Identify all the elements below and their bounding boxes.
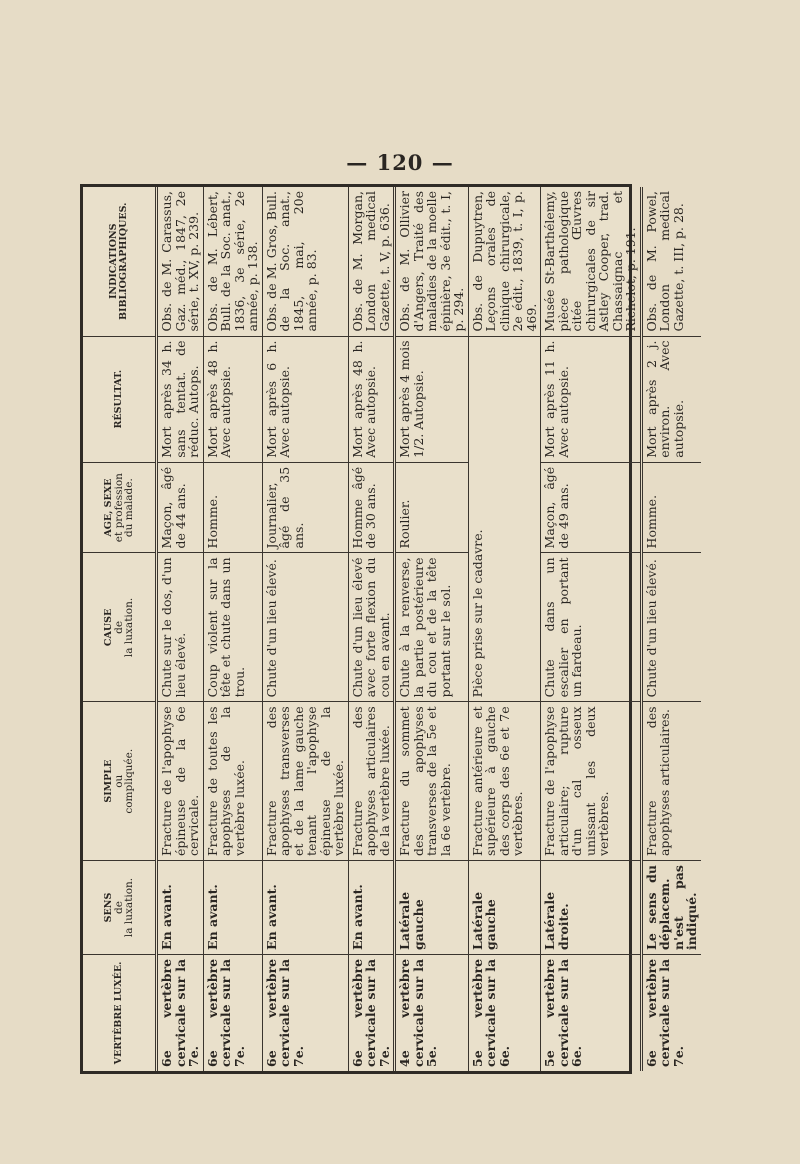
cell-cause: Chute à la renverse, la partie postérieure du cou et de la tête portant sur le sol. (395, 553, 469, 702)
cell-age: Roulier. (395, 462, 469, 553)
cell-indications: Obs. de Dupuytren, Leçons orales de clinique chirurgicale, 2e édit., 1839, t. I, p. 469. (468, 187, 541, 336)
luxation-table (83, 187, 701, 1071)
luxation-table-frame (80, 184, 699, 1074)
table-row (395, 187, 469, 1071)
header-vertebre: VERTÈBRE LUXÉE. (83, 954, 157, 1071)
header-age: AGE, SEXE et profession du malade. (83, 462, 157, 553)
cell-simple: Fracture de l'apophyse épineuse de la 6e cervicale. (157, 702, 204, 861)
cell-simple: Fracture des apophyses articulaires de la vertèbre luxée. (348, 702, 395, 861)
cell-resultat: Mort après 2 j. environ. Avec autopsie. (641, 336, 701, 462)
cell-sens: En avant. (262, 861, 348, 955)
cell-sens: Le sens du déplacem. n'est pas indiqué. (641, 861, 701, 955)
table-row (262, 187, 348, 1071)
page-number: — 120 — (346, 150, 454, 175)
cell-simple: Fracture des apophyses transverses et de la lame gauche tenant l'apophyse épineuse de la vertèbre luxée. (262, 702, 348, 861)
cell-indications: Musée St-Barthélemy, pièce pathologique citée Œuvres chirurgicales de sir Astley Cooper, trad. Chassaignac et Richelot, p. 191. (541, 187, 642, 336)
cell-vertebre: 4e vertèbre cervicale sur la 5e. (395, 954, 469, 1071)
cell-indications: Obs. de M. Powel, London medical Gazette, t. III, p. 28. (643, 191, 686, 332)
cell-cause: Chute d'un lieu élevé avec forte flexion du cou en avant. (348, 553, 395, 702)
cell-vertebre: 6e vertèbre cervicale sur la 7e. (203, 954, 262, 1071)
header-sens: SENS de la luxation. (83, 861, 157, 955)
cell-cause: Chute d'un lieu élevé. (262, 553, 348, 702)
cell-vertebre: 6e vertèbre cervicale sur la 7e. (262, 954, 348, 1071)
cell-indications: Obs. de M. Morgan, London medical Gazette, t. V, p. 636. (348, 187, 395, 336)
cell-cause: Chute sur le dos, d'un lieu élevé. (157, 553, 204, 702)
rotated-table-container (83, 187, 699, 1071)
cell-indications: Obs. de M. Ollivier d'Angers, Traité des maladies de la moelle épinière, 3e édit., t. I, p. 294. (395, 187, 469, 336)
cell-resultat: Mort après 48 h. Avec autopsie. (348, 336, 395, 462)
cell-sens: Latérale gauche (395, 861, 469, 955)
cell-indications: Obs. de M. Lébert, Bull. de la Soc. anat., 1836, 3e série, 2e année, p. 138. (203, 187, 262, 336)
cell-age: Journalier, âgé de 35 ans. (262, 462, 348, 553)
cell-indications: Obs. de M. Carassus, Gaz. méd., 1847, 2e série, t. XV, p. 239. (157, 187, 204, 336)
cell-resultat: Mort après 4 mois 1/2. Autopsie. (395, 336, 469, 462)
cell-simple: Fracture de l'apophyse articulaire; rupture d'un cal osseux unissant les deux vertèbres. (541, 702, 642, 861)
cell-vertebre: 5e vertèbre cervicale sur la 6e. (541, 954, 642, 1071)
cell-indications: Obs. de M. Gros, Bull. de la Soc. anat., 1845, mai, 20e année, p. 83. (262, 187, 348, 336)
cell-simple: Fracture de toutes les apophyses de la vertèbre luxée. (203, 702, 262, 861)
cell-cause-merged: Pièce prise sur le cadavre. (468, 336, 541, 702)
cell-resultat: Mort après 34 h. sans tentat. de réduc. Autops. (157, 336, 204, 462)
cell-cause: Chute dans un escalier en portant un fardeau. (541, 553, 642, 702)
cell-age: Maçon, âgé de 49 ans. (541, 462, 642, 553)
cell-vertebre: 6e vertèbre cervicale sur la 7e. (641, 954, 701, 1071)
table-row (541, 187, 642, 1071)
cell-vertebre: 5e vertèbre cervicale sur la 6e. (468, 954, 541, 1071)
table-header-row (83, 187, 157, 1071)
header-simple: SIMPLE ou compliquée. (83, 702, 157, 861)
header-indications: INDICATIONS BIBLIOGRAPHIQUES. (83, 187, 157, 336)
cell-sens: En avant. (348, 861, 395, 955)
cell-sens: En avant. (203, 861, 262, 955)
table-row (157, 187, 204, 1071)
cell-age: Homme. (641, 462, 701, 553)
cell-vertebre: 6e vertèbre cervicale sur la 7e. (157, 954, 204, 1071)
table-row (641, 187, 701, 1071)
cell-simple: Fracture antérieure et supérieure à gauche des corps des 6e et 7e vertèbres. (468, 702, 541, 861)
table-row (203, 187, 262, 1071)
cell-resultat: Mort après 6 h. Avec autopsie. (262, 336, 348, 462)
header-resultat: RÉSULTAT. (83, 336, 157, 462)
cell-sens: En avant. (157, 861, 204, 955)
cell-sens: Latérale gauche (468, 861, 541, 955)
cell-age: Maçon, âgé de 44 ans. (157, 462, 204, 553)
cell-resultat: Mort après 48 h. Avec autopsie. (203, 336, 262, 462)
cell-vertebre: 6e vertèbre cervicale sur la 7e. (348, 954, 395, 1071)
cell-sens: Latérale droite. (541, 861, 642, 955)
header-cause: CAUSE de la luxation. (83, 553, 157, 702)
cell-cause: Coup violent sur la tête et chute dans un trou. (203, 553, 262, 702)
cell-cause: Chute d'un lieu élevé. (641, 553, 701, 702)
cell-simple: Fracture du sommet des apophyses transverses de la 5e et la 6e vertèbre. (395, 702, 469, 861)
cell-age: Homme. (203, 462, 262, 553)
cell-age: Homme âgé de 30 ans. (348, 462, 395, 553)
table-row (348, 187, 395, 1071)
table-row (468, 187, 541, 1071)
cell-resultat: Mort après 11 h. Avec autopsie. (541, 336, 642, 462)
cell-simple: Fracture des apophyses articulaires. (641, 702, 701, 861)
